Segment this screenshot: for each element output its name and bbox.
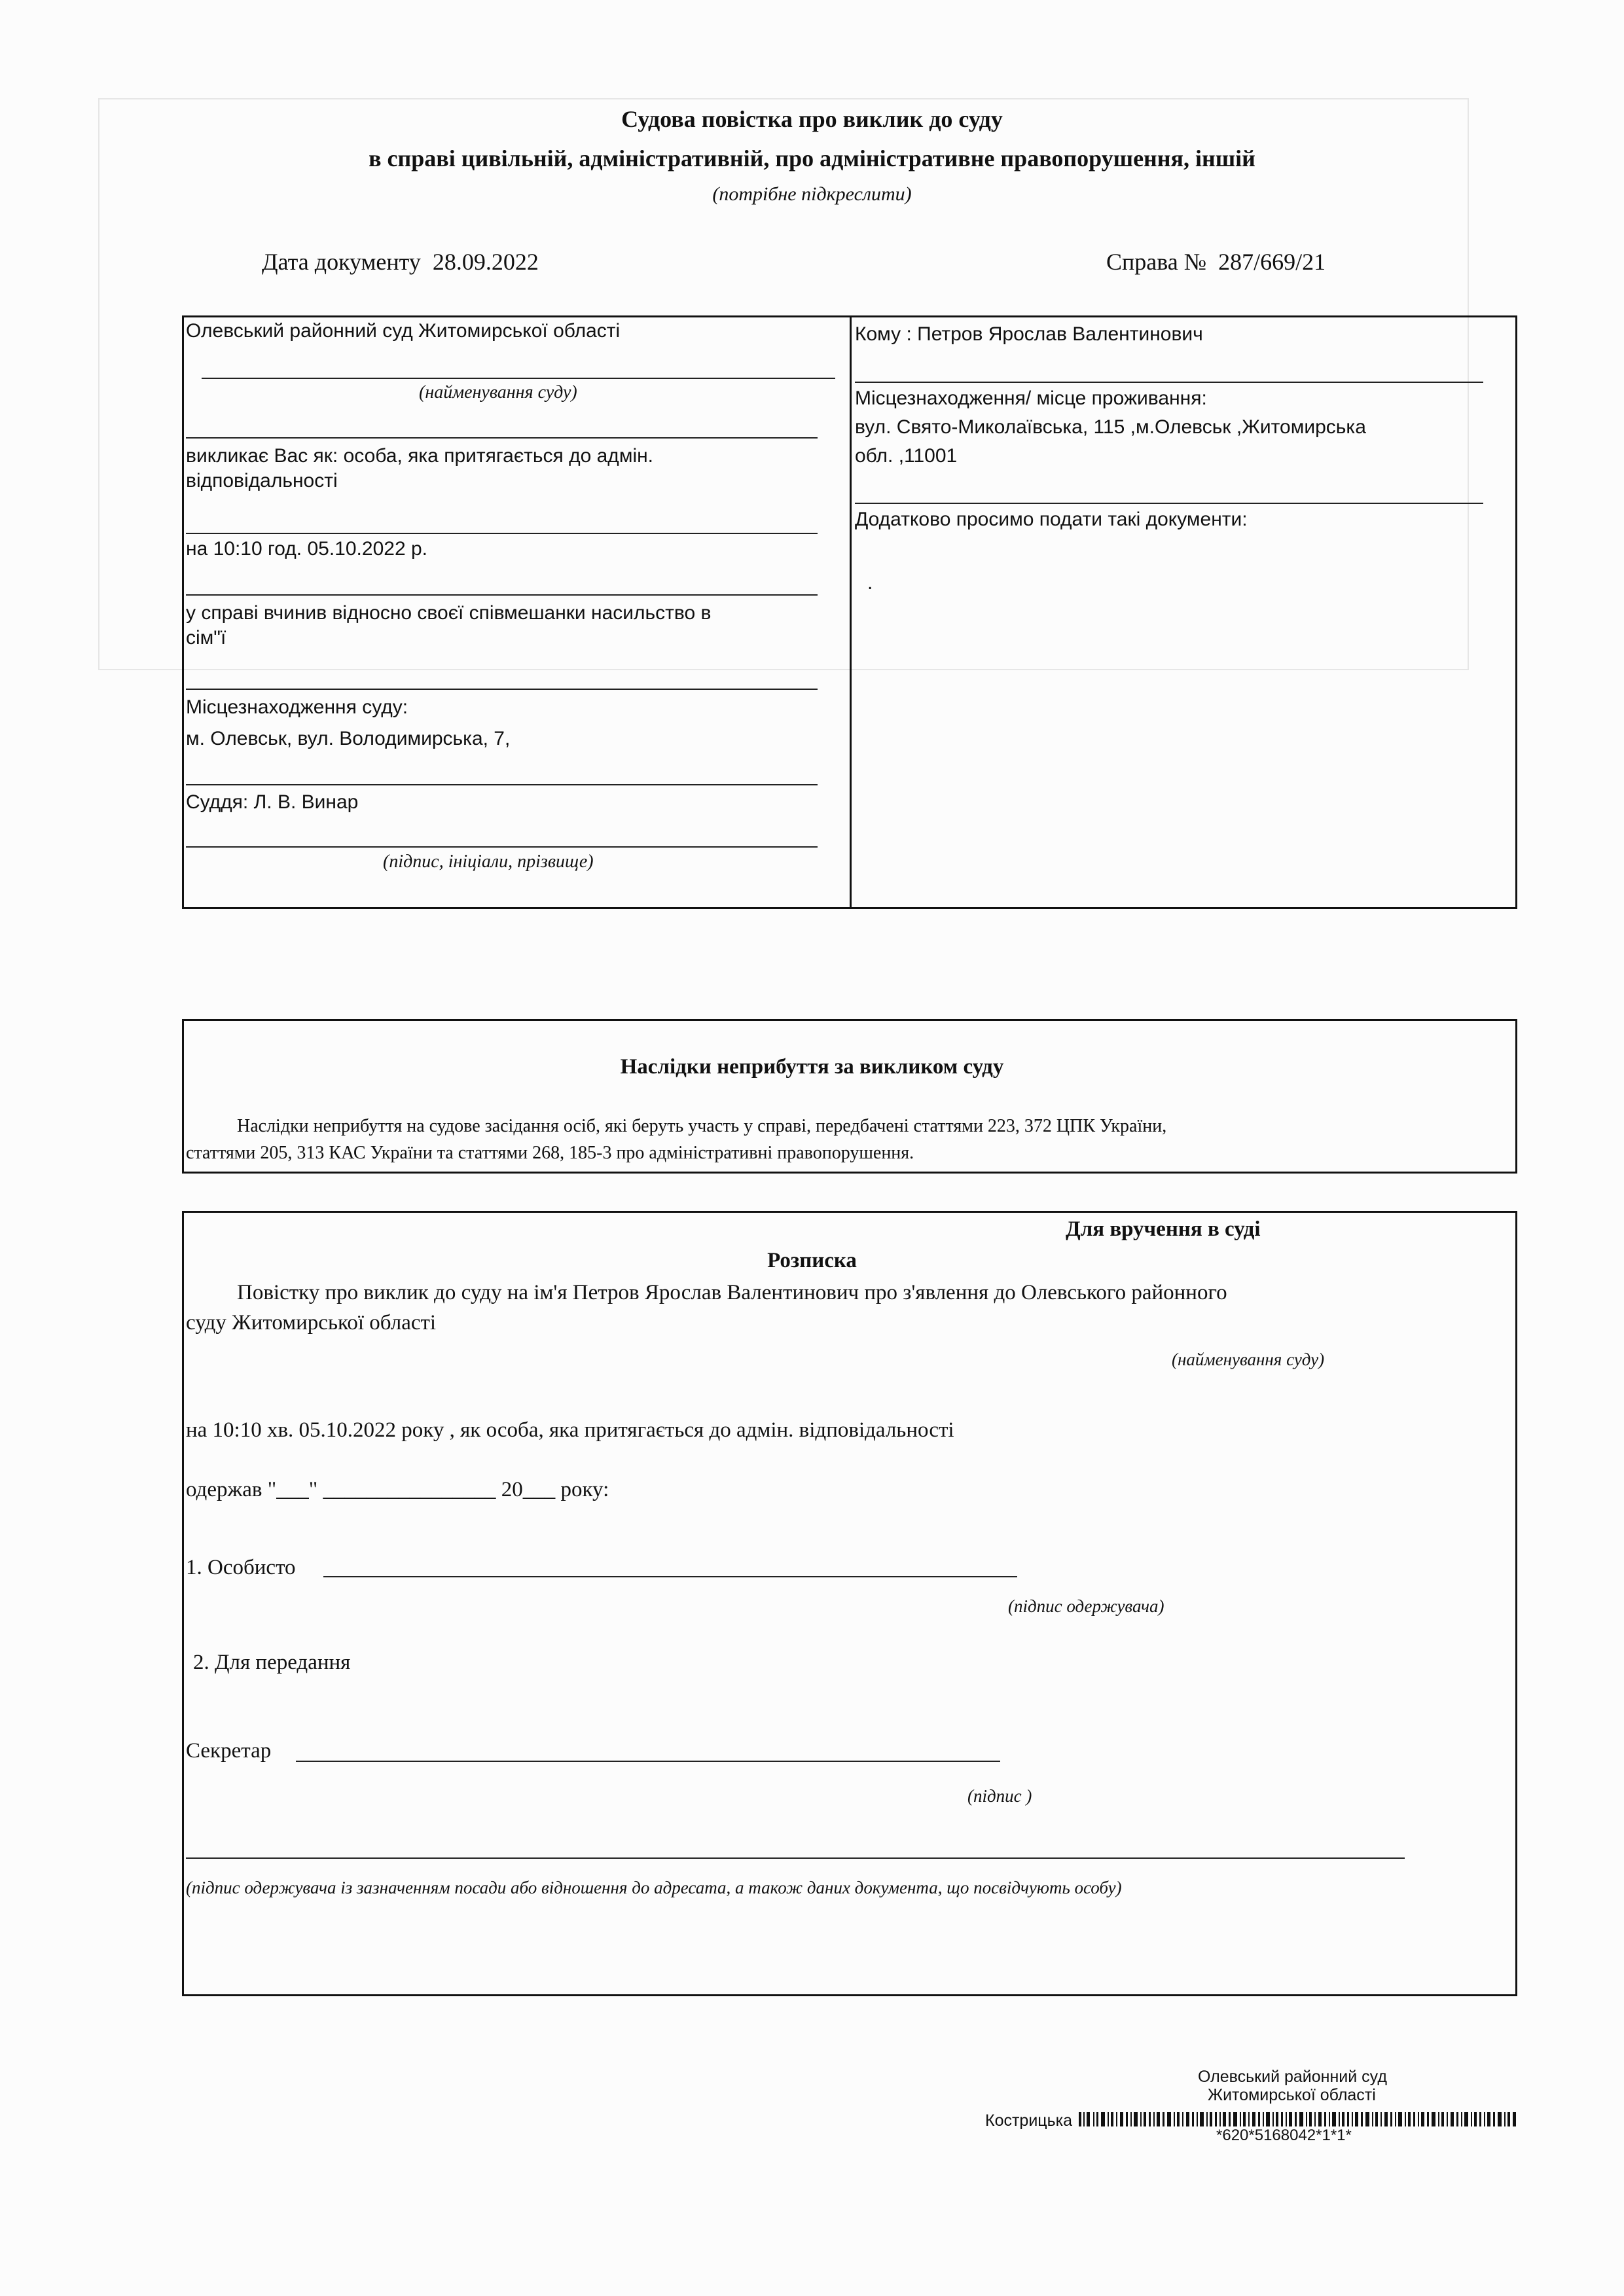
address-line2: обл. ,11001 xyxy=(855,445,958,467)
time-top-line xyxy=(186,533,818,534)
barcode xyxy=(1079,2112,1519,2126)
summons-as-line2: відповідальності xyxy=(186,470,338,492)
judge-top-line xyxy=(186,784,818,785)
barcode-number: *620*5168042*1*1* xyxy=(1216,2126,1352,2144)
document-subtitle: в справі цивільній, адміністративній, про адміністративне правопорушення, іншій xyxy=(369,145,1255,171)
address-bottom-line xyxy=(855,503,1483,504)
court-name-hint: (найменування суду) xyxy=(419,382,577,403)
receipt-summons-line1: Повістку про виклик до суду на ім'я Петров Ярослав Валентинович про з'явлення до Олевського районного xyxy=(237,1281,1227,1304)
case-description xyxy=(186,601,847,651)
consequences-title: Наслідки неприбуття за викликом суду xyxy=(620,1055,1004,1079)
secretary-hint: (підпис ) xyxy=(967,1786,1032,1806)
judge: Суддя: Л. В. Винар xyxy=(186,791,359,813)
summons-as xyxy=(186,444,840,493)
receipt-title: Розписка xyxy=(767,1249,857,1272)
secretary-signature-line xyxy=(296,1761,1000,1762)
extra-documents-label: Додатково просимо подати такі документи: xyxy=(855,509,1248,530)
personal-hint: (підпис одержувача) xyxy=(1008,1596,1164,1616)
secretary-label: Секретар xyxy=(186,1739,272,1763)
consequences-line2: статтями 205, 313 КАС України та статтями 268, 185-3 про адміністративні правопорушення. xyxy=(186,1143,914,1163)
recipient-address xyxy=(855,386,1516,469)
received-date: одержав "___" ________________ 20___ року: xyxy=(186,1478,609,1501)
judge-signature-line xyxy=(186,846,818,848)
recipient: Кому : Петров Ярослав Валентинович xyxy=(855,323,1203,345)
underline-hint: (потрібне підкреслити) xyxy=(712,183,912,205)
court-location-label: Місцезнаходження суду: xyxy=(186,696,408,718)
case-description-line2: сім"ї xyxy=(186,627,226,649)
case-number xyxy=(1106,247,1326,276)
address-label: Місцезнаходження/ місце проживання: xyxy=(855,387,1207,409)
document-title: Судова повістка про виклик до суду xyxy=(621,106,1003,132)
bottom-hint: (підпис одержувача із зазначенням посади або відношення до адресата, а також даних документа, що посвідчують особу) xyxy=(186,1878,1122,1897)
summons-top-line xyxy=(186,437,818,439)
date-label: Дата документу xyxy=(262,249,421,275)
court-location xyxy=(186,695,510,751)
court-name-line xyxy=(202,378,835,379)
for-court-delivery: Для вручення в суді xyxy=(1066,1217,1261,1241)
personal-signature-line xyxy=(323,1576,1017,1577)
case-label: Справа № xyxy=(1106,249,1207,275)
court-location-value: м. Олевськ, вул. Володимирська, 7, xyxy=(186,728,511,749)
summons-as-line1: викликає Вас як: особа, яка притягається до адмін. xyxy=(186,445,654,467)
transfer-label: 2. Для передання xyxy=(193,1651,351,1674)
document-date xyxy=(262,247,539,276)
stamp-region: Житомирської області xyxy=(1208,2086,1376,2104)
court-name: Олевський районний суд Житомирської області xyxy=(186,320,621,342)
table-divider xyxy=(850,317,852,908)
receipt-time: на 10:10 хв. 05.10.2022 року , як особа, яка притягається до адмін. відповідальності xyxy=(186,1418,954,1442)
extra-documents-value: . xyxy=(867,572,873,594)
location-top-line xyxy=(186,689,818,690)
consequences-line1: Наслідки неприбуття на судове засідання осіб, які беруть участь у справі, передбачені статтями 223, 372 ЦПК України, xyxy=(237,1116,1167,1136)
personal-label: 1. Особисто xyxy=(186,1556,296,1579)
date-value: 28.09.2022 xyxy=(432,249,539,275)
recipient-line xyxy=(855,382,1483,383)
case-description-line1: у справі вчинив відносно своєї співмешанки насильство в xyxy=(186,602,712,624)
receipt-court-hint: (найменування суду) xyxy=(1172,1350,1325,1369)
case-value: 287/669/21 xyxy=(1218,249,1326,275)
case-top-line xyxy=(186,594,818,596)
stamp-court-name: Олевський районний суд xyxy=(1198,2068,1387,2086)
bottom-signature-line xyxy=(186,1857,1405,1859)
address-line1: вул. Свято-Миколаївська, 115 ,м.Олевськ ,Житомирська xyxy=(855,416,1366,438)
judge-hint: (підпис, ініціали, прізвище) xyxy=(383,852,594,872)
clerk-name: Кострицька xyxy=(985,2111,1073,2130)
receipt-summons-line2: суду Житомирської області xyxy=(186,1311,437,1335)
hearing-time: на 10:10 год. 05.10.2022 р. xyxy=(186,538,427,560)
